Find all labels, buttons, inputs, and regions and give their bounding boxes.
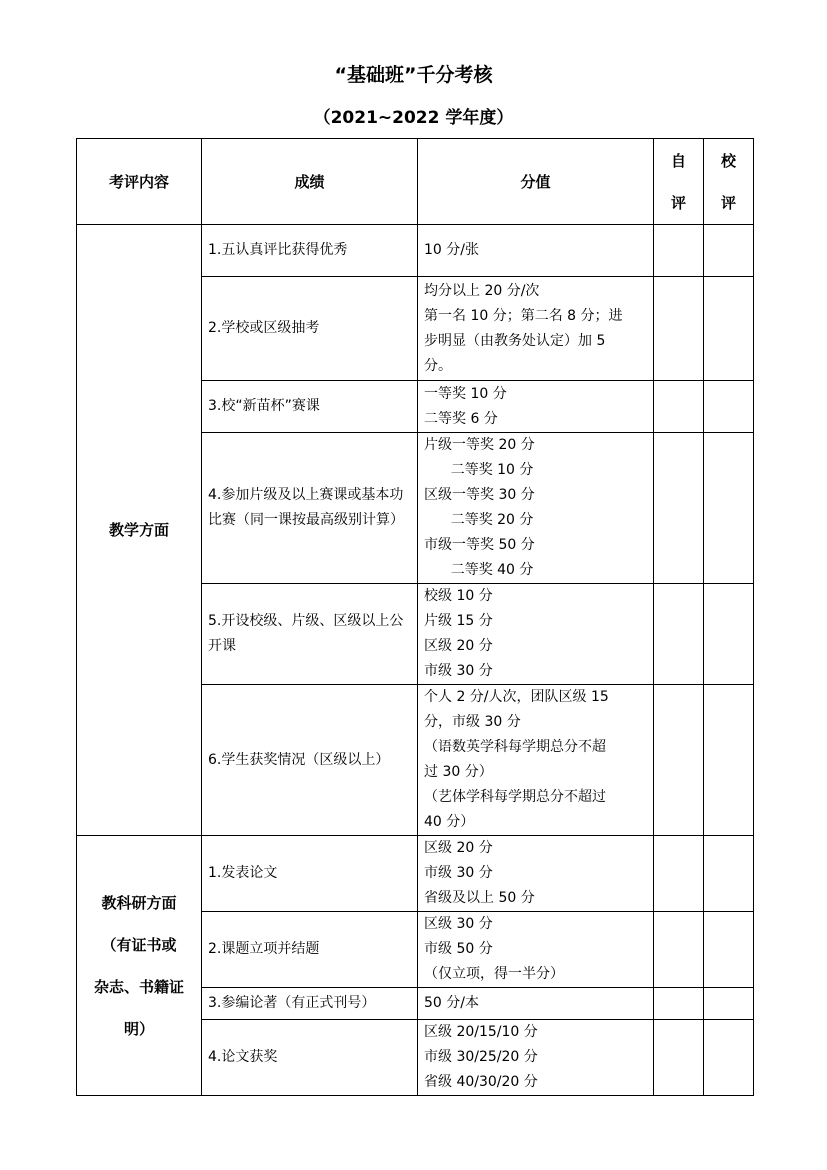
value-line: 均分以上 20 分/次 <box>424 282 540 299</box>
value-line: 50 分/本 <box>424 995 479 1011</box>
value-line: 分。 <box>424 357 452 374</box>
value-line: 分，市级 30 分 <box>424 714 521 730</box>
value-line: 过 30 分） <box>424 764 493 780</box>
value-line: 步明显（由教务处认定）加 5 <box>424 332 606 349</box>
self-eval-cell[interactable] <box>654 277 704 381</box>
header-self-eval <box>654 139 704 225</box>
self-eval-cell[interactable] <box>654 685 704 836</box>
school-eval-cell[interactable] <box>704 381 754 433</box>
value-line: （艺体学科每学期总分不超过 <box>424 789 606 805</box>
value-line: 市级 30 分 <box>424 865 493 881</box>
school-eval-cell[interactable] <box>704 225 754 277</box>
value-cell <box>418 685 654 836</box>
table-row <box>77 225 754 277</box>
value-cell <box>418 988 654 1020</box>
value-line: 市级 30/25/20 分 <box>424 1049 538 1065</box>
value-line: 40 分） <box>424 814 475 830</box>
value-line: 第一名 10 分；第二名 8 分；进 <box>424 307 623 324</box>
value-cell <box>418 584 654 685</box>
self-eval-cell[interactable] <box>654 433 704 584</box>
value-line: 省级及以上 50 分 <box>424 890 535 906</box>
value-line: （语数英学科每学期总分不超 <box>424 739 606 755</box>
category-line: 明） <box>123 1019 154 1038</box>
value-line: 市级 50 分 <box>424 941 493 957</box>
header-value: 分值 <box>418 139 654 225</box>
assessment-table <box>76 138 754 1096</box>
item-cell: 3.校“新苗杯”赛课 <box>202 381 418 433</box>
value-cell <box>418 381 654 433</box>
item-cell: 4.论文获奖 <box>202 1020 418 1096</box>
category-cell <box>77 836 202 1096</box>
self-eval-cell[interactable] <box>654 988 704 1020</box>
value-line: 片级一等奖 20 分 <box>424 437 535 453</box>
value-line: 区级 20/15/10 分 <box>424 1024 538 1040</box>
school-eval-cell[interactable] <box>704 1020 754 1096</box>
self-eval-cell[interactable] <box>654 584 704 685</box>
header-school-eval-char-1: 校 <box>720 151 736 170</box>
school-eval-cell[interactable] <box>704 685 754 836</box>
item-cell: 4.参加片级及以上赛课或基本功比赛（同一课按最高级别计算） <box>202 433 418 584</box>
header-row <box>77 139 754 225</box>
value-line: （仅立项，得一半分） <box>424 966 564 982</box>
category-line: 教科研方面 <box>101 893 177 912</box>
value-line: 省级 40/30/20 分 <box>424 1074 538 1090</box>
header-score: 成绩 <box>202 139 418 225</box>
value-line: 区级一等奖 30 分 <box>424 487 535 503</box>
category-line: （有证书或 <box>101 935 177 954</box>
category-cell <box>77 225 202 836</box>
page-title: “基础班”千分考核 <box>334 64 493 86</box>
item-cell: 3.参编论著（有正式刊号） <box>202 988 418 1020</box>
header-self-eval-char-2: 评 <box>670 193 686 212</box>
value-line: 片级 15 分 <box>424 613 493 629</box>
item-cell: 2.学校或区级抽考 <box>202 277 418 381</box>
school-eval-cell[interactable] <box>704 836 754 912</box>
value-line: 市级 30 分 <box>424 663 493 679</box>
item-cell: 6.学生获奖情况（区级以上） <box>202 685 418 836</box>
school-eval-cell[interactable] <box>704 988 754 1020</box>
self-eval-cell[interactable] <box>654 1020 704 1096</box>
category-line: 杂志、书籍证 <box>93 977 184 996</box>
category-line: 教学方面 <box>108 521 169 539</box>
page-subtitle: （2021~2022 学年度） <box>313 108 514 128</box>
school-eval-cell[interactable] <box>704 584 754 685</box>
item-cell: 5.开设校级、片级、区级以上公开课 <box>202 584 418 685</box>
value-line: 个人 2 分/人次，团队区级 15 <box>424 689 609 705</box>
school-eval-cell[interactable] <box>704 433 754 584</box>
value-line: 校级 10 分 <box>424 588 493 604</box>
value-line: 区级 30 分 <box>424 916 493 932</box>
item-cell: 1.发表论文 <box>202 836 418 912</box>
header-school-eval <box>704 139 754 225</box>
item-cell: 2.课题立项并结题 <box>202 912 418 988</box>
header-self-eval-char-1: 自 <box>670 151 686 170</box>
value-line: 区级 20 分 <box>424 638 493 654</box>
value-line: 一等奖 10 分 <box>424 385 507 402</box>
school-eval-cell[interactable] <box>704 277 754 381</box>
value-line: 10 分/张 <box>424 242 479 258</box>
value-line: 二等奖 6 分 <box>424 410 498 427</box>
value-line: 区级 20 分 <box>424 840 493 856</box>
table-row <box>77 836 754 912</box>
item-cell: 1.五认真评比获得优秀 <box>202 225 418 277</box>
self-eval-cell[interactable] <box>654 225 704 277</box>
self-eval-cell[interactable] <box>654 912 704 988</box>
value-line: 二等奖 10 分 <box>424 462 534 478</box>
value-cell <box>418 225 654 277</box>
value-line: 二等奖 40 分 <box>424 562 534 578</box>
value-cell <box>418 836 654 912</box>
value-cell <box>418 912 654 988</box>
value-cell <box>418 433 654 584</box>
header-content: 考评内容 <box>77 139 202 225</box>
self-eval-cell[interactable] <box>654 381 704 433</box>
value-line: 二等奖 20 分 <box>424 512 534 528</box>
header-school-eval-char-2: 评 <box>720 193 736 212</box>
school-eval-cell[interactable] <box>704 912 754 988</box>
value-cell <box>418 1020 654 1096</box>
value-line: 市级一等奖 50 分 <box>424 537 535 553</box>
value-cell <box>418 277 654 381</box>
self-eval-cell[interactable] <box>654 836 704 912</box>
